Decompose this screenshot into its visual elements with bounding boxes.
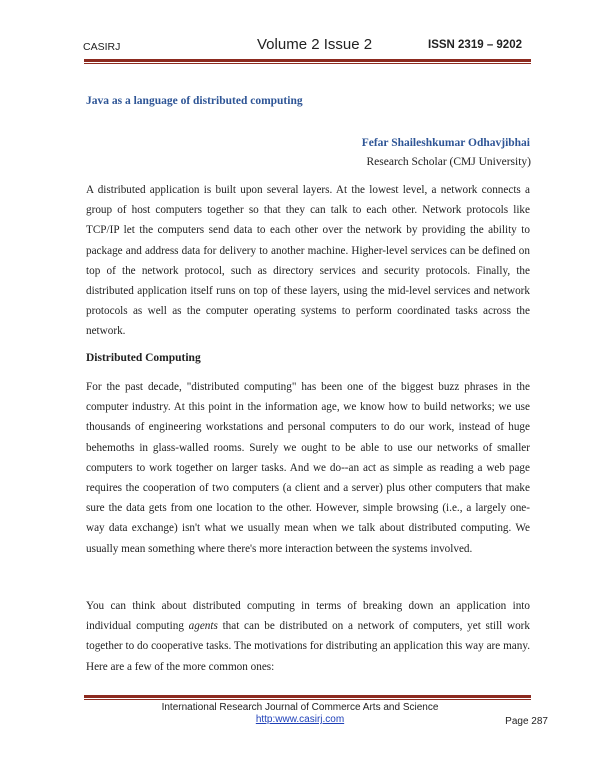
- author-name: Fefar Shaileshkumar Odhavjibhai: [361, 137, 530, 149]
- paragraph-agents-part2: that can be distributed on a network of computers, yet still work together to do cooperative tasks. The motivations for distributing an application this way are many. Here are a few of the more common ones:: [86, 620, 530, 673]
- footer-rule: [84, 695, 531, 698]
- agents-term: agents: [188, 620, 218, 633]
- journal-abbreviation: CASIRJ: [83, 41, 121, 53]
- author-affiliation: Research Scholar (CMJ University): [366, 156, 531, 168]
- header-rule: [84, 59, 531, 62]
- header-rule-thin: [84, 63, 531, 64]
- volume-issue: Volume 2 Issue 2: [257, 36, 373, 53]
- paragraph-agents-part1: You can think about distributed computing in terms of breaking down an application into individual computing: [86, 600, 530, 633]
- page-number: Page 287: [505, 716, 548, 727]
- section-heading: Distributed Computing: [86, 352, 201, 364]
- footer-rule-thin: [84, 699, 531, 700]
- footer-url-link[interactable]: http:www.casirj.com: [255, 714, 345, 725]
- paragraph-distributed-computing: For the past decade, "distributed computing" has been one of the biggest buzz phrases in the computer industry. At this point in the information age, we know how to build networks; we use thousands of engineering workstations and personal computers to do our work, instead of huge behemoths in glass-walled rooms. Surely we ought to be able to use our networks of smaller computers to work together on larger tasks. And we do--an act as simple as reading a web page requires the cooperation of two computers (a client and a server) plus other computers that make sure the data gets from one location to the other. However, simple browsing (i.e., a largely one-way data exchange) isn't what we usually mean when we talk about distributed computing. We usually mean something where there's more interaction between the systems involved.: [86, 381, 530, 555]
- article-title: Java as a language of distributed computing: [86, 95, 303, 107]
- paragraph-intro: A distributed application is built upon several layers. At the lowest level, a network connects a group of host computers together so that they can talk to each other. Network protocols like TCP/IP let the computers send data to each other over the network by providing the ability to package and address data for delivery to another machine. Higher-level services can be defined on top of the network protocol, such as directory services and security protocols. Finally, the distributed application itself runs on top of these layers, using the mid-level services and network protocols as well as the computer operating systems to perform coordinated tasks across the network.: [86, 184, 530, 338]
- paragraph-agents: [86, 596, 530, 677]
- footer-journal-name: International Research Journal of Commerce Arts and Science: [161, 702, 439, 713]
- issn: ISSN 2319 – 9202: [428, 39, 522, 51]
